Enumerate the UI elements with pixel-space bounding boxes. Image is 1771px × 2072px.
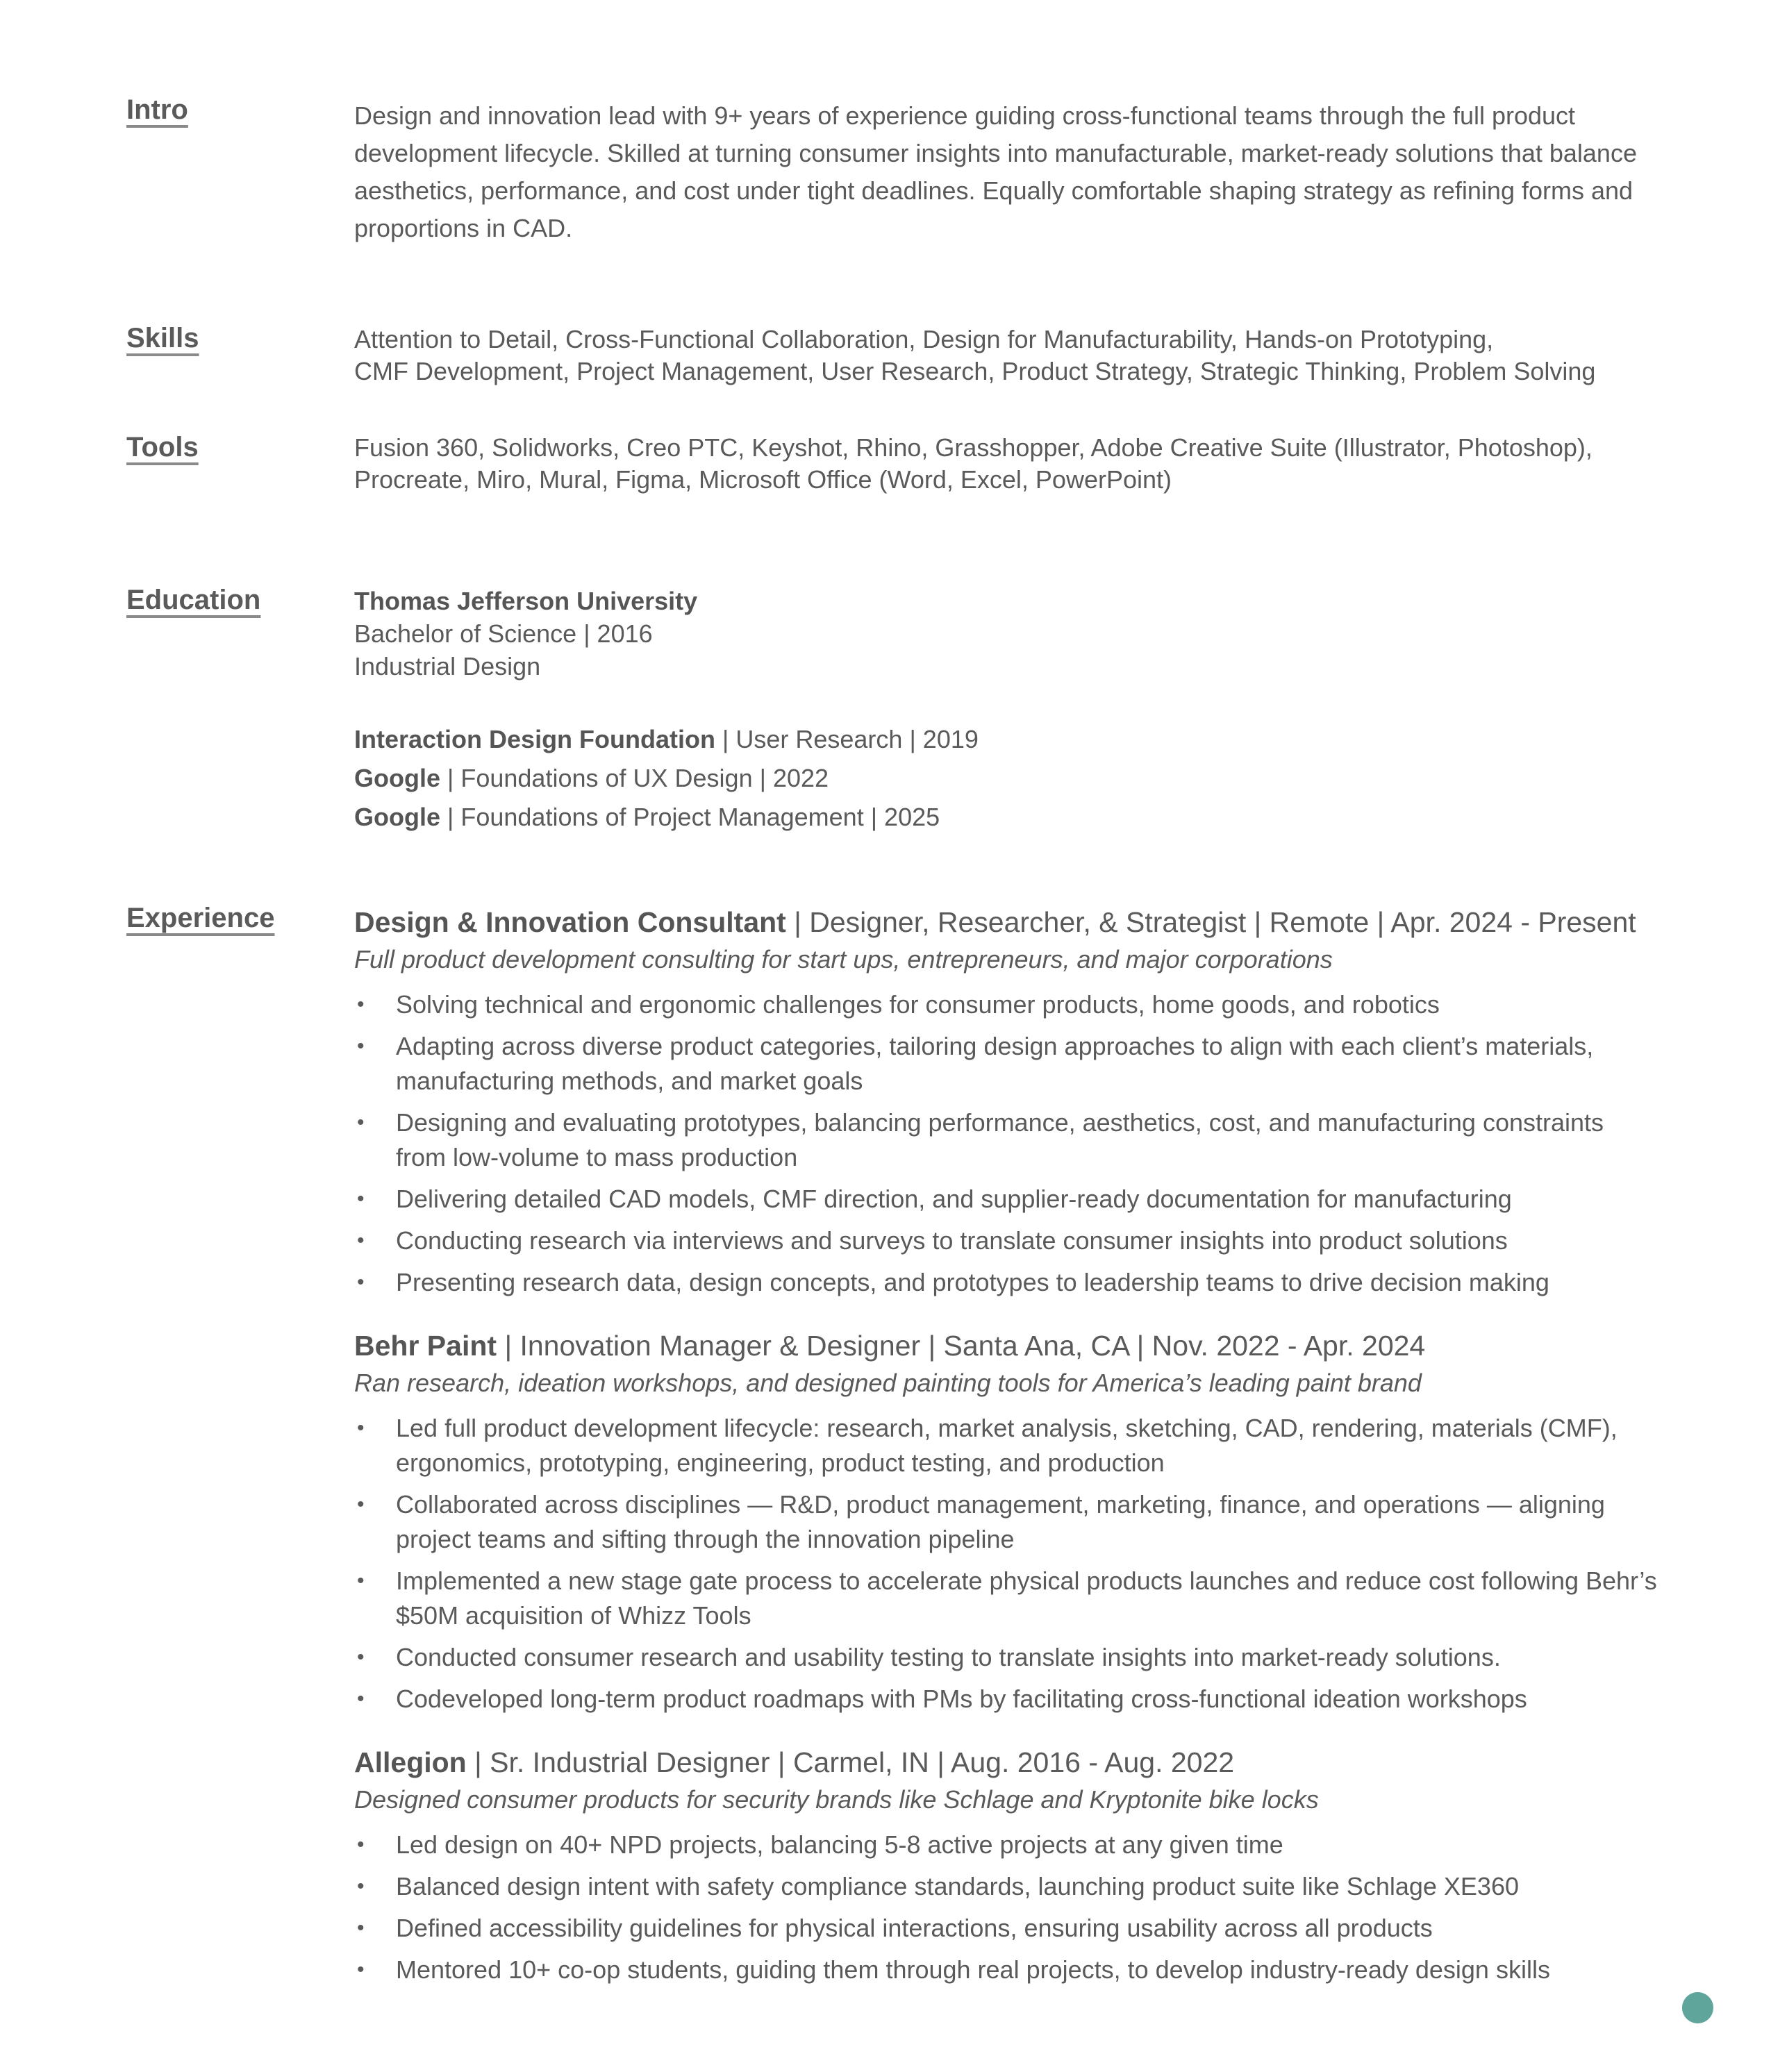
bullet-item bbox=[354, 1029, 1660, 1098]
tools-section bbox=[354, 432, 1660, 496]
bullet-icon: • bbox=[357, 993, 365, 1016]
bullet-item bbox=[354, 1682, 1660, 1716]
bullet-text: Conducting research via interviews and surveys to translate consumer insights into product solutions bbox=[396, 1226, 1508, 1255]
job-bullets bbox=[354, 1828, 1660, 1987]
job-bullets bbox=[354, 987, 1660, 1300]
bullet-text: Conducted consumer research and usability testing to translate insights into market-ready solutions. bbox=[396, 1643, 1501, 1671]
bullet-text: Defined accessibility guidelines for physical interactions, ensuring usability across all products bbox=[396, 1914, 1433, 1942]
degree: Bachelor of Science | 2016 bbox=[354, 619, 653, 648]
bullet-text: Collaborated across disciplines — R&D, product management, marketing, finance, and operations — aligning project teams and sifting through the innovation pipeline bbox=[396, 1490, 1605, 1553]
intro-heading: Intro bbox=[126, 94, 188, 125]
bullet-icon: • bbox=[357, 1035, 365, 1058]
school-name: Thomas Jefferson University bbox=[354, 587, 698, 615]
job-company: Behr Paint bbox=[354, 1330, 497, 1362]
bullet-icon: • bbox=[357, 1687, 365, 1710]
bullet-item bbox=[354, 1640, 1660, 1675]
certification: Google | Foundations of UX Design | 2022 bbox=[354, 764, 829, 792]
skills-line: CMF Development, Project Management, User Research, Product Strategy, Strategic Thinking, Problem Solving bbox=[354, 357, 1596, 385]
job-details: | Sr. Industrial Designer | Carmel, IN | Aug. 2016 - Aug. 2022 bbox=[466, 1746, 1235, 1778]
bullet-item bbox=[354, 1265, 1660, 1300]
bullet-item bbox=[354, 1223, 1660, 1258]
bullet-icon: • bbox=[357, 1271, 365, 1294]
major: Industrial Design bbox=[354, 652, 541, 680]
job-entry bbox=[354, 903, 1660, 1300]
job-entry bbox=[354, 1326, 1660, 1716]
job-header bbox=[354, 1326, 1660, 1365]
bullet-text: Led full product development lifecycle: research, market analysis, sketching, CAD, rendering, materials (CMF), ergonomics, prototyping, engineering, product testing, and production bbox=[396, 1414, 1618, 1477]
bullet-item bbox=[354, 1911, 1660, 1946]
bullet-text: Codeveloped long-term product roadmaps with PMs by facilitating cross-functional ideation workshops bbox=[396, 1685, 1527, 1713]
bullet-icon: • bbox=[357, 1229, 365, 1252]
job-company: Allegion bbox=[354, 1746, 467, 1778]
bullet-text: Mentored 10+ co-op students, guiding them through real projects, to develop industry-ready design skills bbox=[396, 1955, 1550, 1984]
bullet-item bbox=[354, 1487, 1660, 1557]
bullet-icon: • bbox=[357, 1187, 365, 1210]
bullet-text: Led design on 40+ NPD projects, balancing 5-8 active projects at any given time bbox=[396, 1830, 1283, 1859]
certification: Google | Foundations of Project Management | 2025 bbox=[354, 803, 940, 831]
education-section bbox=[354, 585, 1660, 837]
job-details: | Innovation Manager & Designer | Santa Ana, CA | Nov. 2022 - Apr. 2024 bbox=[497, 1330, 1426, 1362]
bullet-item bbox=[354, 1182, 1660, 1217]
intro-section bbox=[354, 97, 1660, 247]
job-header bbox=[354, 1743, 1660, 1782]
job-company: Design & Innovation Consultant bbox=[354, 906, 786, 938]
bullet-icon: • bbox=[357, 1646, 365, 1669]
bullet-item bbox=[354, 1869, 1660, 1904]
experience-section bbox=[354, 903, 1660, 2014]
bullet-icon: • bbox=[357, 1569, 365, 1592]
bullet-icon: • bbox=[357, 1417, 365, 1439]
bullet-text: Adapting across diverse product categories, tailoring design approaches to align with each client’s materials, manufacturing methods, and market goals bbox=[396, 1032, 1594, 1095]
skills-section bbox=[354, 324, 1660, 387]
bullet-icon: • bbox=[357, 1958, 365, 1981]
certification: Interaction Design Foundation | User Research | 2019 bbox=[354, 725, 979, 753]
job-summary: Designed consumer products for security brands like Schlage and Kryptonite bike locks bbox=[354, 1785, 1319, 1814]
bullet-icon: • bbox=[357, 1875, 365, 1898]
skills-line: Attention to Detail, Cross-Functional Collaboration, Design for Manufacturability, Hands-on Prototyping, bbox=[354, 325, 1494, 353]
bullet-text: Designing and evaluating prototypes, balancing performance, aesthetics, cost, and manufacturing constraints from low-volume to mass production bbox=[396, 1108, 1604, 1171]
bullet-icon: • bbox=[357, 1493, 365, 1516]
bullet-text: Implemented a new stage gate process to accelerate physical products launches and reduce cost following Behr’s $50M acquisition of Whizz Tools bbox=[396, 1566, 1657, 1630]
bullet-icon: • bbox=[357, 1833, 365, 1856]
tools-heading: Tools bbox=[126, 432, 199, 462]
bullet-item bbox=[354, 1105, 1660, 1175]
tools-line: Procreate, Miro, Mural, Figma, Microsoft Office (Word, Excel, PowerPoint) bbox=[354, 465, 1172, 494]
bullet-icon: • bbox=[357, 1916, 365, 1939]
bullet-item bbox=[354, 1564, 1660, 1633]
intro-text: Design and innovation lead with 9+ years of experience guiding cross-functional teams through the full product development lifecycle. Skilled at turning consumer insights into manufacturable, market-ready solutions that balance aesthetics, performance, and cost under tight deadlines. Equally comfortable shaping strategy as refining forms and proportions in CAD. bbox=[354, 101, 1637, 242]
bullet-icon: • bbox=[357, 1111, 365, 1134]
bullet-item bbox=[354, 987, 1660, 1022]
bullet-item bbox=[354, 1828, 1660, 1862]
tools-line: Fusion 360, Solidworks, Creo PTC, Keyshot, Rhino, Grasshopper, Adobe Creative Suite (Illustrator, Photoshop), bbox=[354, 433, 1593, 462]
accent-dot bbox=[1682, 1992, 1713, 2023]
skills-heading: Skills bbox=[126, 323, 199, 353]
job-details: | Designer, Researcher, & Strategist | Remote | Apr. 2024 - Present bbox=[785, 906, 1636, 938]
job-summary: Ran research, ideation workshops, and designed painting tools for America’s leading paint brand bbox=[354, 1369, 1422, 1397]
job-bullets bbox=[354, 1411, 1660, 1716]
bullet-text: Delivering detailed CAD models, CMF direction, and supplier-ready documentation for manufacturing bbox=[396, 1185, 1512, 1213]
bullet-text: Balanced design intent with safety compliance standards, launching product suite like Schlage XE360 bbox=[396, 1872, 1519, 1900]
job-summary: Full product development consulting for start ups, entrepreneurs, and major corporations bbox=[354, 945, 1333, 974]
bullet-text: Solving technical and ergonomic challenges for consumer products, home goods, and robotics bbox=[396, 990, 1440, 1019]
bullet-text: Presenting research data, design concepts, and prototypes to leadership teams to drive decision making bbox=[396, 1268, 1549, 1296]
job-entry bbox=[354, 1743, 1660, 1987]
education-heading: Education bbox=[126, 585, 261, 615]
bullet-item bbox=[354, 1411, 1660, 1480]
bullet-item bbox=[354, 1953, 1660, 1987]
experience-heading: Experience bbox=[126, 903, 275, 933]
job-header bbox=[354, 903, 1660, 942]
